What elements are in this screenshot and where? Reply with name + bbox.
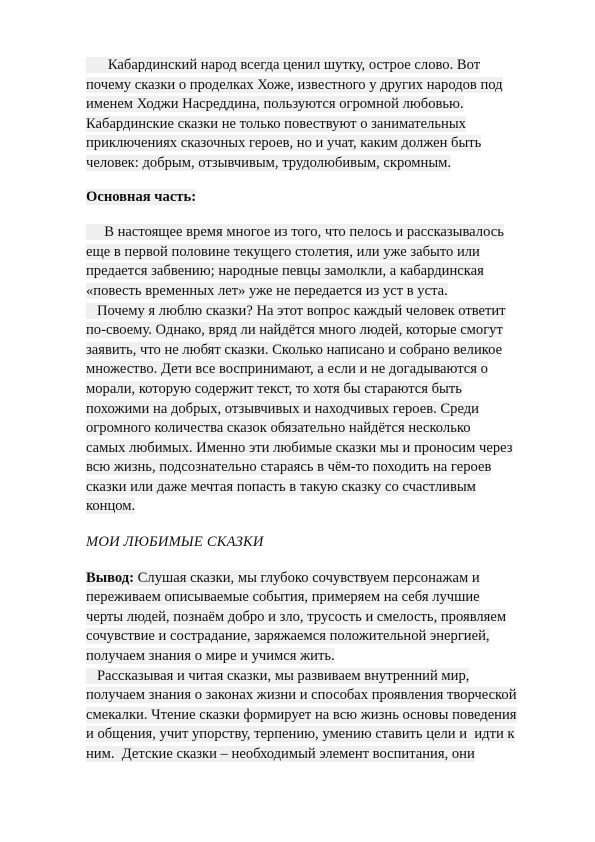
intro-line: человек: добрым, отзывчивым, трудолюбивым, скромным.	[86, 154, 452, 171]
main-line: сказки или даже мечтая попасть в такую сказку со счастливым	[86, 478, 476, 495]
intro-paragraph	[86, 56, 556, 174]
main-line: множество. Дети все воспринимают, а если и не догадываются о	[86, 361, 488, 378]
conclusion-line: сочувствие и сострадание, заряжаемся положительной энергией,	[86, 628, 490, 645]
intro-line: именем Ходжи Насреддина, пользуются огромной любовью.	[86, 96, 464, 113]
main-heading-text: Основная часть:	[86, 188, 197, 205]
main-line: Почему я люблю сказки? На этот вопрос каждый человек ответит	[86, 302, 506, 319]
main-line: огромного количества сказок обязательно найдётся несколько	[86, 420, 471, 437]
main-line: по-своему. Однако, вряд ли найдётся много людей, которые смогут	[86, 322, 503, 339]
main-line: «повесть временных лет» уже не передается из уст в уста.	[86, 282, 448, 299]
conclusion-line: Рассказывая и читая сказки, мы развиваем внутренний мир,	[86, 667, 470, 684]
main-heading	[86, 188, 556, 208]
conclusion-label: Вывод:	[86, 569, 135, 586]
main-paragraph-1	[86, 223, 556, 301]
main-line: самых любимых. Именно эти любимые сказки мы и проносим через	[86, 439, 513, 456]
main-line: предается забвению; народные певцы замолкли, а кабардинская	[86, 263, 484, 280]
main-paragraph-2	[86, 302, 556, 518]
conclusion-line: и общения, учит упорству, терпению, умению ставить цели и идти к	[86, 726, 515, 743]
conclusion-line: черты людей, познаём добро и зло, трусость и смелость, проявляем	[86, 608, 507, 625]
main-line: похожими на добрых, отзывчивых и находчивых героев. Среди	[86, 400, 479, 417]
conclusion-line: смекалки. Чтение сказки формирует на всю жизнь основы поведения	[86, 706, 517, 723]
conclusion-paragraph-2	[86, 667, 556, 765]
intro-line: Кабардинские сказки не только повествуют о занимательных	[86, 115, 466, 132]
intro-line: приключениях сказочных героев, но и учат, каким должен быть	[86, 135, 482, 152]
main-line: морали, которую содержит текст, то хотя бы стараются быть	[86, 380, 462, 397]
main-line: В настоящее время многое из того, что пелось и рассказывалось	[86, 224, 504, 241]
main-line: всю жизнь, подсознательно стараясь в чём-то походить на героев	[86, 459, 492, 476]
main-line: концом.	[86, 498, 136, 515]
conclusion-paragraph-1	[86, 569, 556, 667]
document-page	[86, 56, 556, 765]
main-line: заявить, что не любят сказки. Сколько написано и собрано великое	[86, 341, 503, 358]
intro-line: Кабардинский народ всегда ценил шутку, острое слово. Вот	[86, 57, 481, 73]
conclusion-line: получаем знания о мире и учимся жить.	[86, 648, 335, 665]
conclusion-line: ним. Детские сказки – необходимый элемент воспитания, они	[86, 746, 475, 762]
section-heading: МОИ ЛЮБИМЫЕ СКАЗКИ	[86, 534, 264, 551]
conclusion-line: получаем знания о законах жизни и способах проявления творческой	[86, 687, 517, 704]
conclusion-line: переживаем описываемые события, примеряем на себя лучшие	[86, 589, 480, 606]
main-line: еще в первой половине текущего столетия, или уже забыто или	[86, 243, 480, 260]
intro-line: почему сказки о проделках Хоже, известного у других народов под	[86, 76, 503, 93]
conclusion-first-line: Слушая сказки, мы глубоко сочувствуем персонажам и	[134, 569, 480, 586]
